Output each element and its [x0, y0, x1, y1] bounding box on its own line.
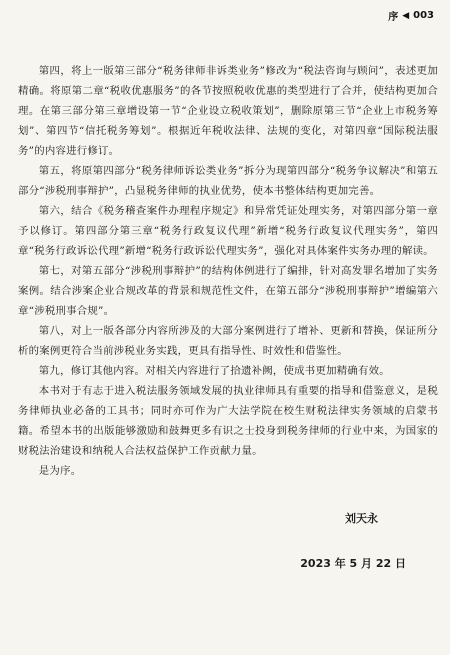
paragraph-fourth: 第四，将上一版第三部分“税务律师非诉类业务”修改为“税法咨询与顾问”，表述更加精确。将原第二章“税收优惠服务”的各节按照税收优惠的类型进行了合并，使结构更加合理。在第三部分第三章增设第一节“企业设立税收策划”，删除原第三节“企业上市税务筹划”、第四节“信托税务筹划”。根据近年税收法律、法规的变化，对第四章“国际税法服务”的内容进行修订。 — [18, 65, 438, 157]
section-label: 序 — [388, 12, 399, 23]
paragraph-eighth: 第八，对上一版各部分内容所涉及的大部分案例进行了增补、更新和替换，保证所分析的案例更符合当前涉税业务实践，更具有指导性、时效性和借鉴性。 — [18, 325, 438, 357]
paragraph-sign-off: 是为序。 — [38, 465, 82, 477]
paragraph-fifth: 第五，将原第四部分“税务律师诉讼类业务”拆分为现第四部分“税务争议解决”和第五部分“涉税刑事辩护”，凸显税务律师的执业优势，使本书整体结构更加完善。 — [18, 165, 438, 197]
preface-body — [18, 61, 438, 481]
author-signature: 刘天永 — [345, 512, 378, 525]
paragraph-seventh: 第七，对第五部分“涉税刑事辩护”的结构体例进行了编排，针对高发罪名增加了实务案例。结合涉案企业合规改革的背景和规范性文件，在第五部分“涉税刑事辩护”增编第六章“涉税刑事合规”。 — [18, 265, 438, 317]
paragraph-ninth: 第九，修订其他内容。对相关内容进行了拾遗补阙，使成书更加精确有效。 — [38, 365, 390, 377]
signature-date: 2023 年 5 月 22 日 — [300, 557, 406, 570]
page-number: 003 — [413, 10, 434, 21]
paragraph-closing: 本书对于有志于进入税法服务领域发展的执业律师具有重要的指导和借鉴意义，是税务律师执业必备的工具书；同时亦可作为广大法学院在校生财税法律实务领域的启蒙书籍。希望本书的出版能够激励和鼓舞更多有识之士投身到税务律师的行业中来，为国家的财税法治建设和纳税人合法权益保护工作贡献力量。 — [18, 385, 438, 457]
triangle-left-icon: ◀ — [402, 10, 410, 21]
page-header — [388, 8, 434, 23]
paragraph-sixth: 第六，结合《税务稽查案件办理程序规定》和异常凭证处理实务，对第四部分第一章予以修订。第四部分第三章“税务行政复议代理”新增“税务行政复议代理实务”，第四章“税务行政诉讼代理”新增“税务行政诉讼代理实务”，强化对具体案件实务办理的解读。 — [18, 205, 438, 257]
